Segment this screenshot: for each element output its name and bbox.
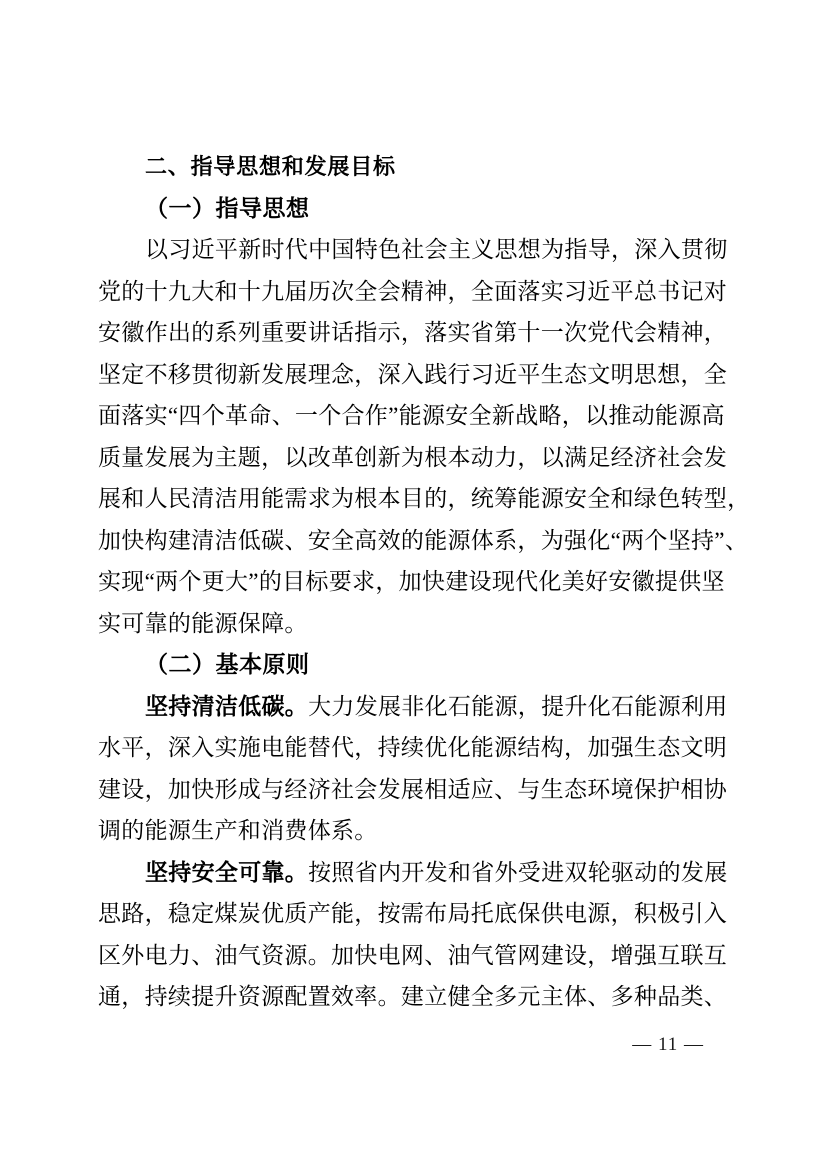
principle-lead: 坚持安全可靠。 bbox=[145, 859, 309, 885]
body-line: 以习近平新时代中国特色社会主义思想为指导，深入贯彻 bbox=[145, 237, 728, 262]
body-line: 面落实“四个革命、一个合作”能源安全新战略，以推动能源高 bbox=[98, 403, 725, 428]
body-line: 安徽作出的系列重要讲话指示，落实省第十一次党代会精神， bbox=[98, 320, 728, 345]
body-line: 实可靠的能源保障。 bbox=[98, 610, 308, 636]
body-line bbox=[98, 686, 730, 728]
body-line: 调的能源生产和消费体系。 bbox=[98, 818, 378, 843]
principle-lead: 坚持清洁低碳。 bbox=[145, 693, 309, 719]
body-line: 实现“两个更大”的目标要求，加快建设现代化美好安徽提供坚 bbox=[98, 569, 725, 594]
body-line: 质量发展为主题，以改革创新为根本动力，以满足经济社会发 bbox=[98, 444, 728, 470]
document-content bbox=[98, 146, 751, 1018]
subsection-1-heading: （一）指导思想 bbox=[145, 195, 310, 221]
body-line: 思路，稳定煤炭优质产能，按需布局托底保供电源，积极引入 bbox=[98, 901, 728, 926]
body-line: 坚定不移贯彻新发展理念，深入践行习近平生态文明思想，全 bbox=[98, 361, 728, 387]
body-line: 加快构建清洁低碳、安全高效的能源体系，为强化“两个坚持”、 bbox=[98, 527, 749, 553]
body-line: 通，持续提升资源配置效率。建立健全多元主体、多种品类、 bbox=[98, 984, 728, 1009]
body-line bbox=[98, 852, 730, 894]
subsection-2-heading: （二）基本原则 bbox=[145, 652, 310, 677]
body-line: 展和人民清洁用能需求为根本目的，统筹能源安全和绿色转型， bbox=[98, 486, 751, 511]
body-line: 建设，加快形成与经济社会发展相适应、与生态环境保护相协 bbox=[98, 776, 728, 802]
page-number: — 11 — bbox=[632, 1034, 704, 1055]
body-line: 水平，深入实施电能替代，持续优化能源结构，加强生态文明 bbox=[98, 735, 728, 760]
principle-text: 大力发展非化石能源，提升化石能源利用 bbox=[308, 693, 728, 719]
body-line: 党的十九大和十九届历次全会精神，全面落实习近平总书记对 bbox=[98, 278, 728, 304]
principle-text: 按照省内开发和省外受进双轮驱动的发展 bbox=[308, 859, 728, 885]
section-heading: 二、指导思想和发展目标 bbox=[145, 154, 396, 179]
body-line: 区外电力、油气资源。加快电网、油气管网建设，增强互联互 bbox=[98, 942, 728, 968]
